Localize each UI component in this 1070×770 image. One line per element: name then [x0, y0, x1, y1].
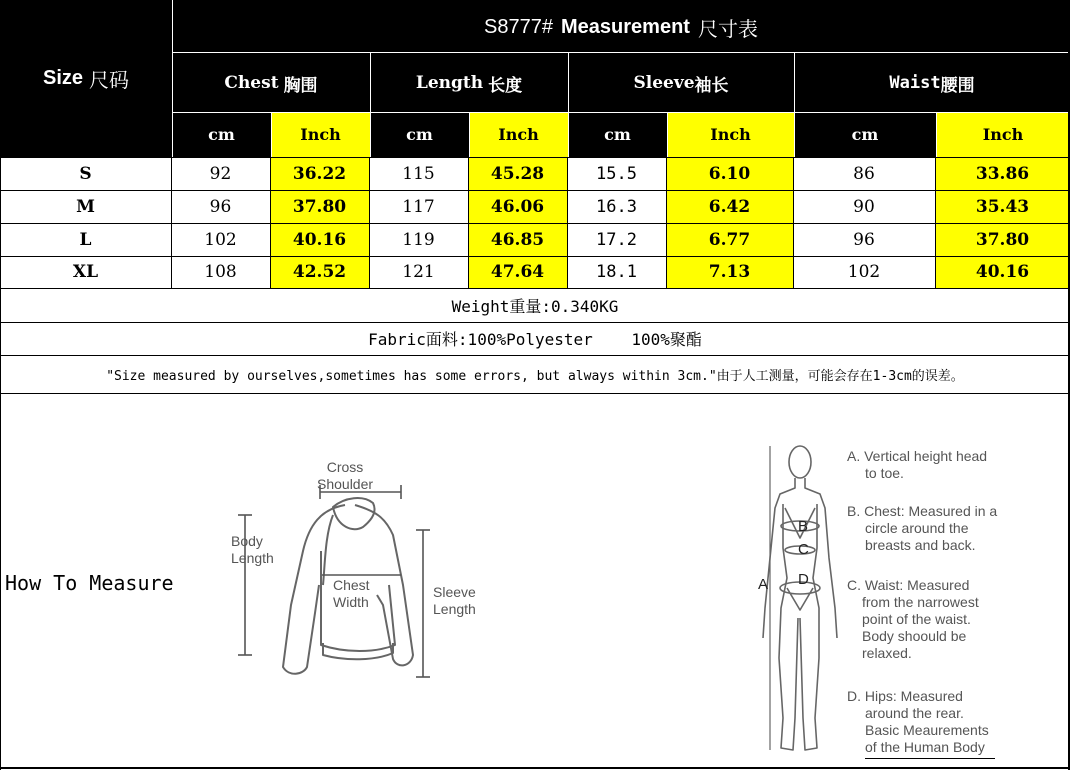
- marker-a: A: [758, 576, 769, 593]
- group-chest: [172, 54, 370, 112]
- table-cell-length-cm: 121: [402, 262, 435, 282]
- marker-c: C: [798, 541, 809, 558]
- shirt-diagram: [225, 455, 495, 690]
- note-c: [847, 577, 979, 662]
- how-to-measure-label: How To Measure: [5, 571, 174, 595]
- marker-b: B: [798, 518, 809, 535]
- table-cell-length-in: 46.85: [468, 223, 567, 256]
- table-cell-sleeve-in: 6.77: [666, 223, 793, 256]
- length-label: Length: [231, 550, 274, 566]
- sleeve-length-label: Length: [433, 601, 476, 617]
- table-cell-sleeve-in: 7.13: [666, 256, 793, 288]
- table-cell-chest-cm: 102: [204, 229, 237, 250]
- title-cn: 尺寸表: [697, 18, 758, 41]
- table-cell-sleeve-cm: 17.2: [596, 229, 637, 250]
- group-length-en: Length: [415, 73, 484, 93]
- table-cell-waist-cm: 86: [853, 163, 875, 184]
- unit-inch-chest: Inch: [271, 112, 370, 157]
- size-header-cn: 尺码: [89, 70, 130, 92]
- table-cell-sleeve-cm: 16.3: [596, 196, 637, 217]
- table-cell-length-cm: 115: [402, 163, 435, 184]
- note-b: [847, 503, 997, 554]
- table-cell-waist-cm: 102: [847, 262, 881, 282]
- size-label-cell: XL: [72, 262, 99, 282]
- size-label-cell: M: [76, 196, 95, 217]
- size-header: [0, 0, 172, 157]
- note-b-line: B. Chest: Measured in a: [847, 503, 998, 519]
- unit-cm-length: cm: [370, 112, 469, 157]
- group-chest-en: Chest: [224, 73, 279, 93]
- marker-d: D: [798, 571, 809, 588]
- table-cell-chest-in: 37.80: [270, 190, 369, 223]
- width-label: Width: [333, 594, 369, 610]
- table-cell-waist-in: 33.86: [935, 157, 1070, 190]
- note-c-line: from the narrowest: [862, 594, 979, 610]
- group-chest-cn: 胸围: [283, 75, 318, 96]
- table-cell-sleeve-in: 6.10: [666, 157, 793, 190]
- body-diagram: [745, 438, 1015, 764]
- note-b-line: breasts and back.: [865, 537, 976, 553]
- table-cell-waist-cm: 90: [853, 196, 875, 217]
- table-cell-length-in: 46.06: [468, 190, 567, 223]
- table-cell-waist-in: 40.16: [935, 256, 1070, 288]
- group-sleeve: [568, 54, 794, 112]
- group-waist: [794, 54, 1070, 112]
- group-length: [370, 54, 568, 112]
- sleeve-label: Sleeve: [433, 584, 476, 600]
- table-cell-length-in: 45.28: [468, 157, 567, 190]
- title-en: Measurement: [561, 15, 690, 38]
- table-cell-chest-cm: 96: [209, 196, 232, 217]
- note-d-line: Basic Meaurements: [865, 722, 989, 738]
- group-sleeve-en: Sleeve: [633, 73, 695, 93]
- note-c-line: C. Waist: Measured: [847, 577, 970, 593]
- group-waist-en: Waist: [889, 73, 941, 93]
- table-cell-waist-cm: 96: [853, 229, 875, 250]
- unit-inch-waist: Inch: [936, 112, 1070, 157]
- note-d-line: around the rear.: [865, 705, 964, 721]
- measure-note: "Size measured by ourselves,sometimes has some errors, but always within 3cm."由于人工测量，可能会存在1-3cm的误差。: [106, 369, 964, 384]
- note-b-line: circle around the: [865, 520, 969, 536]
- table-cell-chest-cm: 108: [204, 262, 237, 282]
- group-sleeve-cn: 袖长: [694, 75, 729, 96]
- note-a: [847, 448, 987, 482]
- note-d-line: D. Hips: Measured: [847, 688, 963, 704]
- cross-label: Cross: [326, 459, 364, 475]
- group-waist-cn: 腰围: [940, 75, 975, 96]
- unit-inch-length: Inch: [469, 112, 568, 157]
- label-cross-shoulder: [317, 459, 373, 493]
- table-cell-waist-in: 35.43: [935, 190, 1070, 223]
- table-cell-chest-in: 40.16: [270, 223, 369, 256]
- unit-inch-sleeve: Inch: [667, 112, 794, 157]
- size-label-cell: L: [79, 229, 92, 250]
- note-a-line: to toe.: [865, 465, 904, 481]
- unit-cm-chest: cm: [172, 112, 271, 157]
- chest-label: Chest: [333, 577, 370, 593]
- table-cell-length-in: 47.64: [468, 256, 567, 288]
- chart-title: [172, 4, 1070, 50]
- model-number: S8777#: [484, 15, 554, 38]
- table-cell-sleeve-in: 6.42: [666, 190, 793, 223]
- group-length-cn: 长度: [488, 75, 523, 96]
- label-body-length: [231, 533, 274, 567]
- fabric-info: Fabric面料:100%Polyester 100%聚酯: [368, 330, 702, 349]
- label-chest-width: [333, 577, 370, 611]
- note-d-line: of the Human Body: [865, 739, 985, 755]
- table-cell-length-cm: 117: [402, 196, 435, 217]
- shoulder-label: Shoulder: [317, 476, 374, 492]
- note-c-line: relaxed.: [862, 645, 912, 661]
- label-sleeve-length: [433, 584, 476, 618]
- note-a-line: A. Vertical height head: [847, 448, 988, 464]
- size-header-en: Size: [42, 67, 84, 89]
- table-cell-sleeve-cm: 15.5: [596, 163, 637, 184]
- body-label: Body: [231, 533, 263, 549]
- body-illustration: [745, 438, 845, 758]
- weight-info: Weight重量:0.340KG: [451, 297, 619, 316]
- table-cell-waist-in: 37.80: [935, 223, 1070, 256]
- table-cell-chest-in: 36.22: [270, 157, 369, 190]
- unit-cm-sleeve: cm: [568, 112, 667, 157]
- unit-cm-waist: cm: [794, 112, 936, 157]
- table-cell-sleeve-cm: 18.1: [596, 262, 637, 282]
- note-d: [847, 688, 989, 756]
- table-cell-chest-cm: 92: [209, 163, 232, 184]
- table-cell-length-cm: 119: [402, 229, 435, 250]
- note-c-line: Body shoould be: [862, 628, 967, 644]
- size-label-cell: S: [79, 163, 92, 184]
- note-c-line: point of the waist.: [862, 611, 971, 627]
- table-cell-chest-in: 42.52: [270, 256, 369, 288]
